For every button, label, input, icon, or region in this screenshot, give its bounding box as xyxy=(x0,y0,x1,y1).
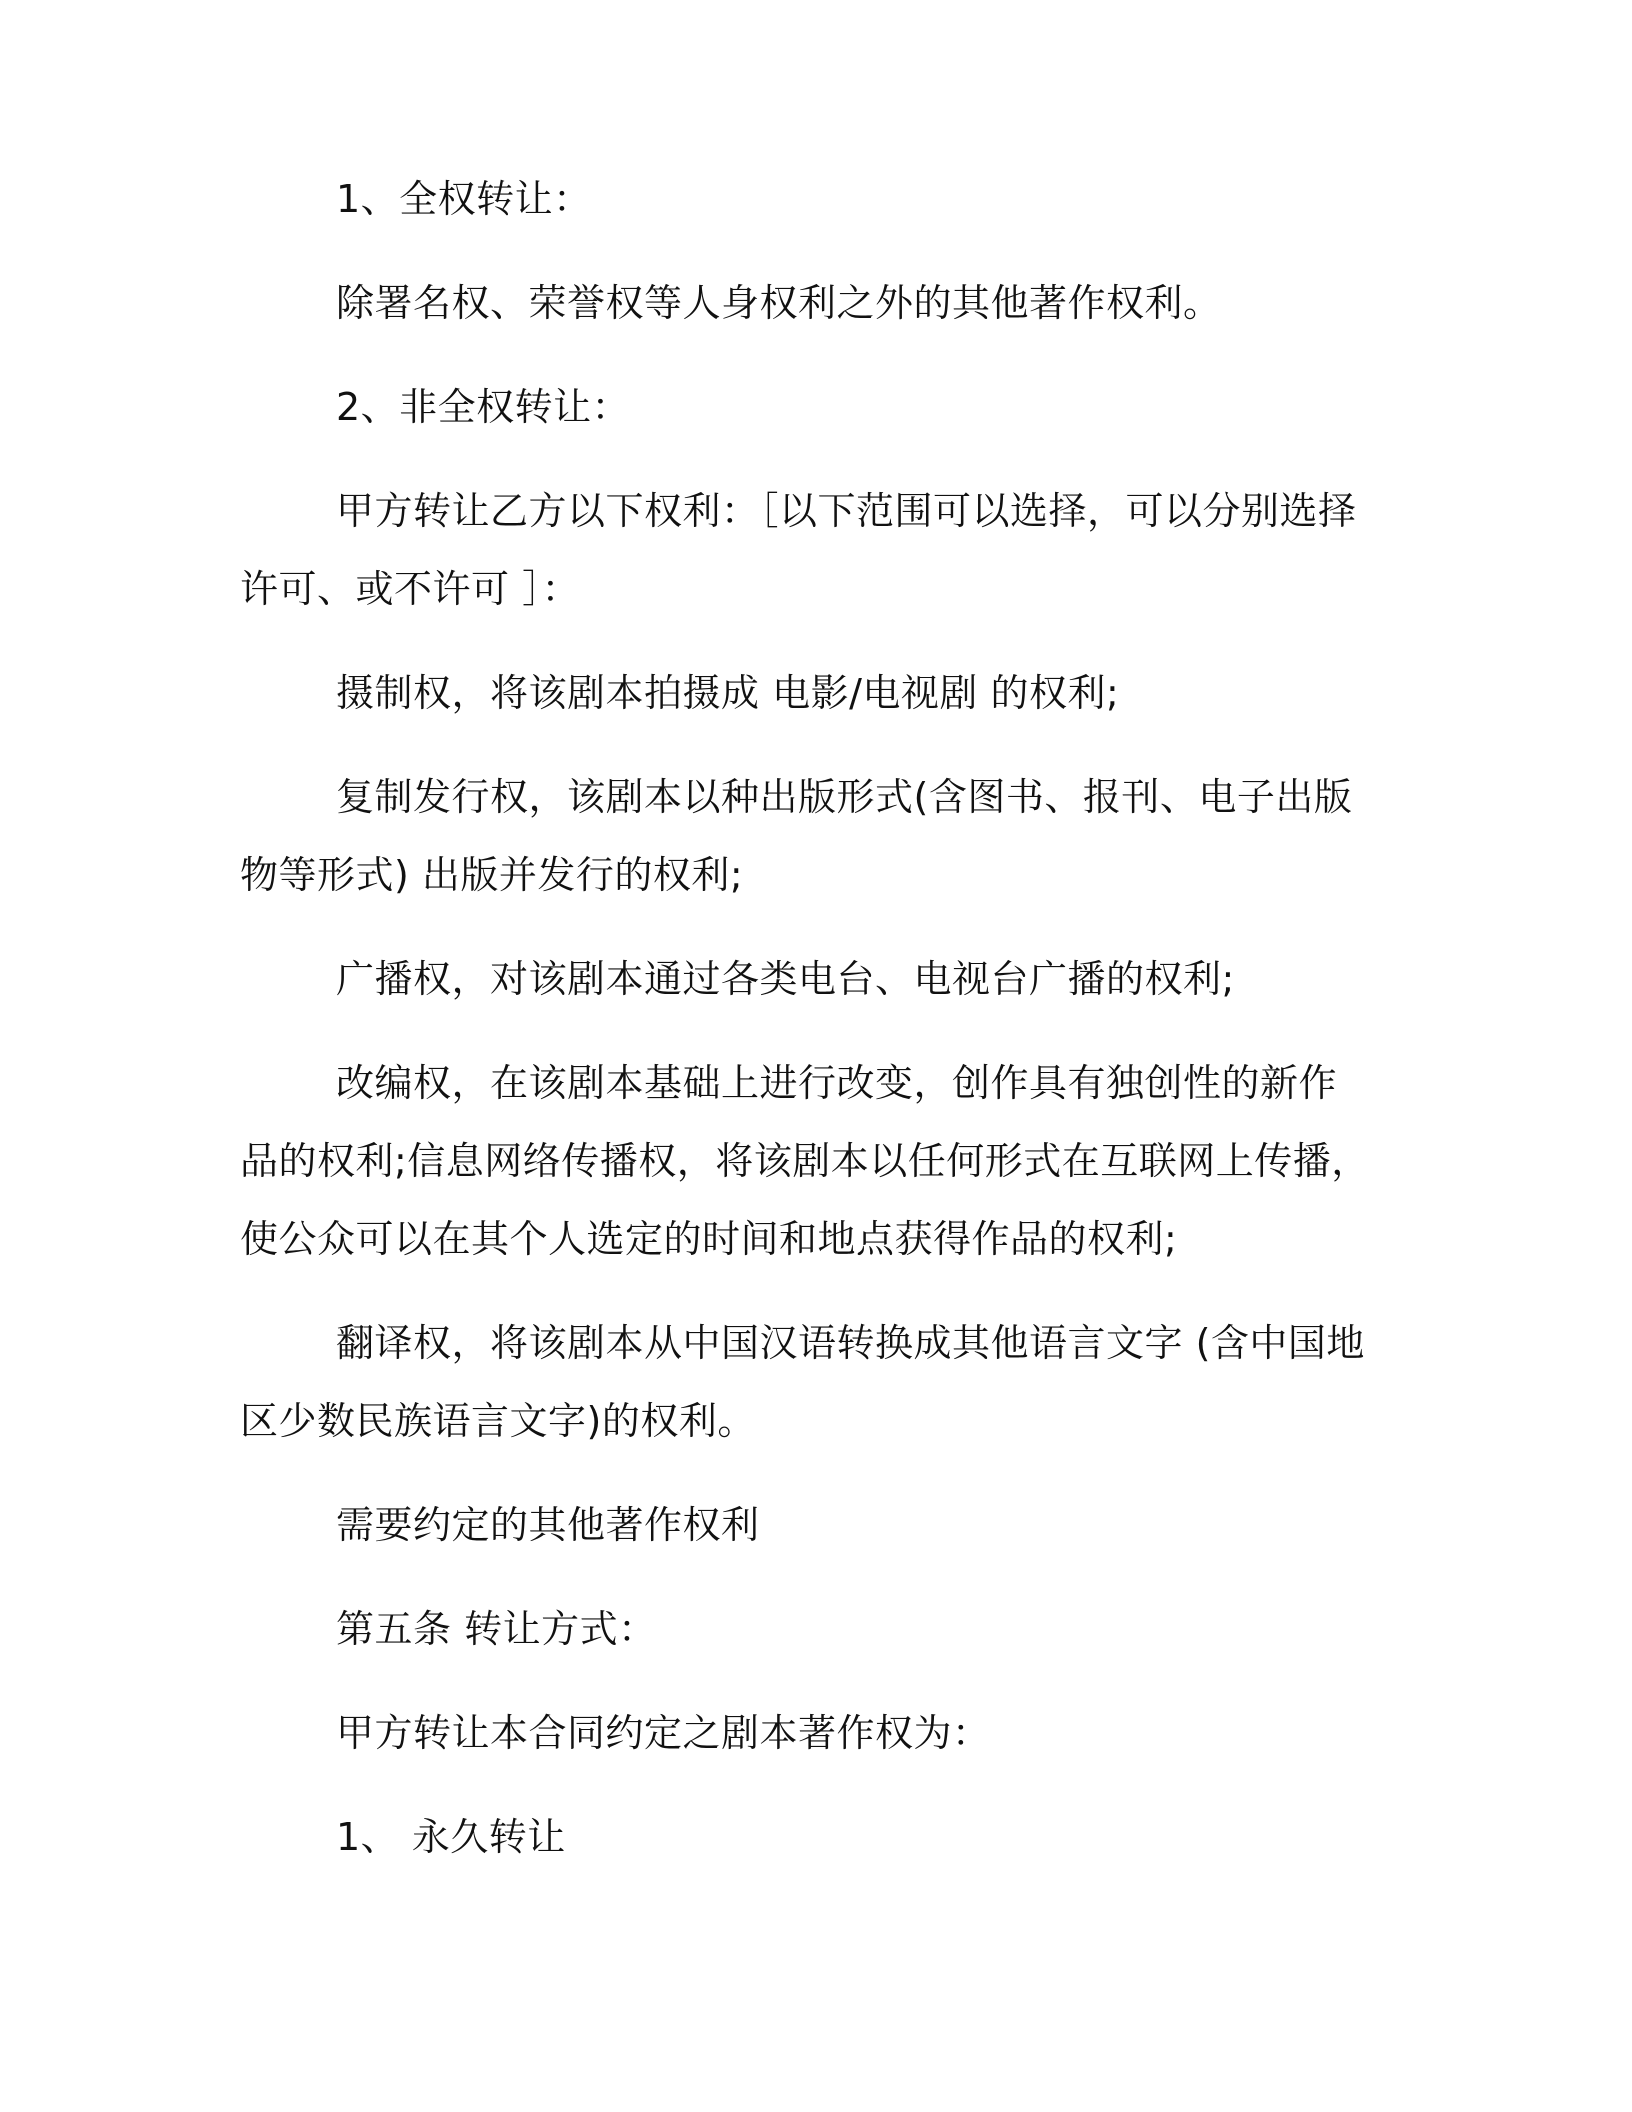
article-five-heading: 第五条 转让方式： xyxy=(336,1607,657,1651)
other-rights-note: 需要约定的其他著作权利 xyxy=(336,1503,760,1547)
clause-partial-transfer-text: 甲方转让乙方以下权利：［以下范围可以选择，可以分别选择许可、或不许可 ］： xyxy=(240,489,1357,611)
clause-full-transfer-heading: 1、全权转让： xyxy=(336,177,592,221)
right-adaptation-network: 改编权，在该剧本基础上进行改变，创作具有独创性的新作品的权利;信息网络传播权，将该剧本以任何形式在互联网上传播，使公众可以在其个人选定的时间和地点获得作品的权利; xyxy=(240,1061,1370,1261)
right-translation: 翻译权，将该剧本从中国汉语转换成其他语言文字 (含中国地区少数民族语言文字)的权利。 xyxy=(240,1321,1365,1443)
right-reproduction: 复制发行权，该剧本以种出版形式(含图书、报刊、电子出版物等形式) 出版并发行的权利; xyxy=(240,775,1353,897)
right-broadcast: 广播权，对该剧本通过各类电台、电视台广播的权利; xyxy=(336,957,1235,1001)
right-filming: 摄制权，将该剧本拍摄成 电影/电视剧 的权利; xyxy=(336,671,1120,715)
clause-partial-transfer-heading: 2、非全权转让： xyxy=(336,385,631,429)
clause-full-transfer-text: 除署名权、荣誉权等人身权利之外的其他著作权利。 xyxy=(336,281,1222,325)
article-five-text: 甲方转让本合同约定之剧本著作权为： xyxy=(336,1711,991,1755)
permanent-transfer-item: 1、 永久转让 xyxy=(336,1815,566,1859)
document-page xyxy=(240,160,1370,1902)
